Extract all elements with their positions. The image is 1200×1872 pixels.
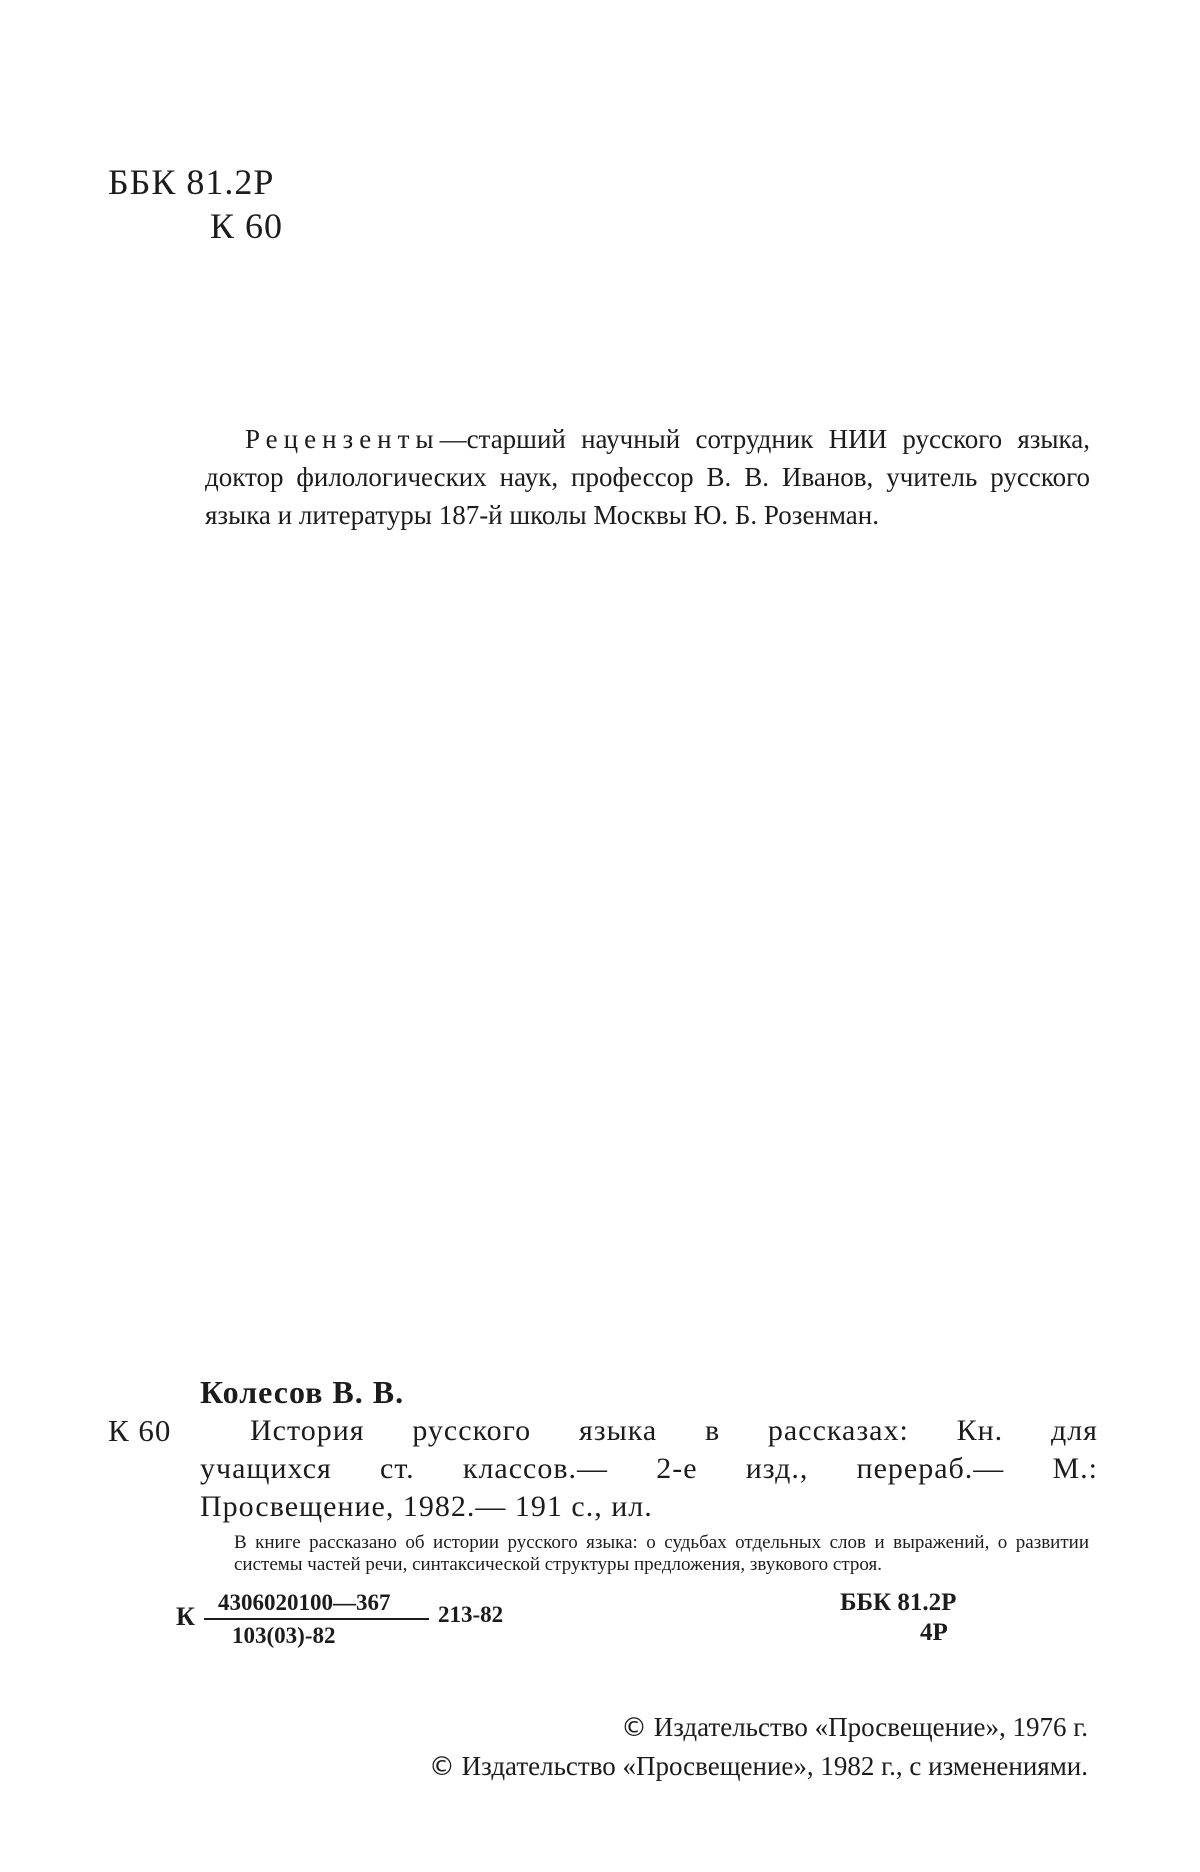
formula-fraction [204,1588,429,1652]
copyright-sign-icon: © [620,1713,647,1743]
copyright-sign-icon: © [428,1752,455,1782]
copyright-block [429,1708,1088,1786]
formula-denominator: 103(03)-82 [232,1623,336,1648]
copyright-text-2: Издательство «Просвещение», 1982 г., с изменениями. [461,1751,1088,1781]
formula-bbk [840,1588,956,1648]
formula-code: 213-82 [438,1602,504,1627]
formula-k: К [176,1602,195,1631]
copyright-line-1 [429,1708,1088,1747]
title-line-3: Просвещение, 1982.— 191 с., ил. [200,1490,653,1523]
formula-bbk-line-1: ББК 81.2Р [840,1589,957,1616]
formula-numerator: 4306020100—367 [204,1588,429,1620]
annotation-text: В книге рассказано об истории русского языка: о судьбах отдельных слов и выражений, о развитии системы частей речи, синтаксической структуры предложения, звукового строя. [234,1532,1089,1575]
reviewers-paragraph [205,420,1090,534]
title-line-2: учащихся ст. классов.— 2-е изд., перераб.— М.: [200,1452,1098,1485]
catalog-card [108,1372,1098,1654]
author-name: Колесов В. В. [200,1374,405,1410]
formula-bbk-line-2: 4Р [920,1619,948,1646]
title-text [200,1412,1098,1526]
catalog-formula [108,1588,1098,1654]
title-line-1: История русского языка в рассказах: Кн. для [250,1414,1098,1447]
copyright-line-2 [429,1747,1088,1786]
catalog-mark: К 60 [108,1413,172,1448]
reviewers-label: Рецензенты [245,424,440,454]
author-mark-code: К 60 [210,206,284,246]
title-block [108,1412,1098,1526]
bbk-classification-block [108,160,283,248]
copyright-text-1: Издательство «Просвещение», 1976 г. [653,1712,1088,1742]
reviewers-text: —старший научный сотрудник НИИ русского языка, доктор филологических наук, профессор В. В. Иванов, учитель русского языка и литературы 187-й школы Москвы Ю. Б. Розенман. [205,424,1090,530]
bbk-code: ББК 81.2Р [108,162,275,202]
